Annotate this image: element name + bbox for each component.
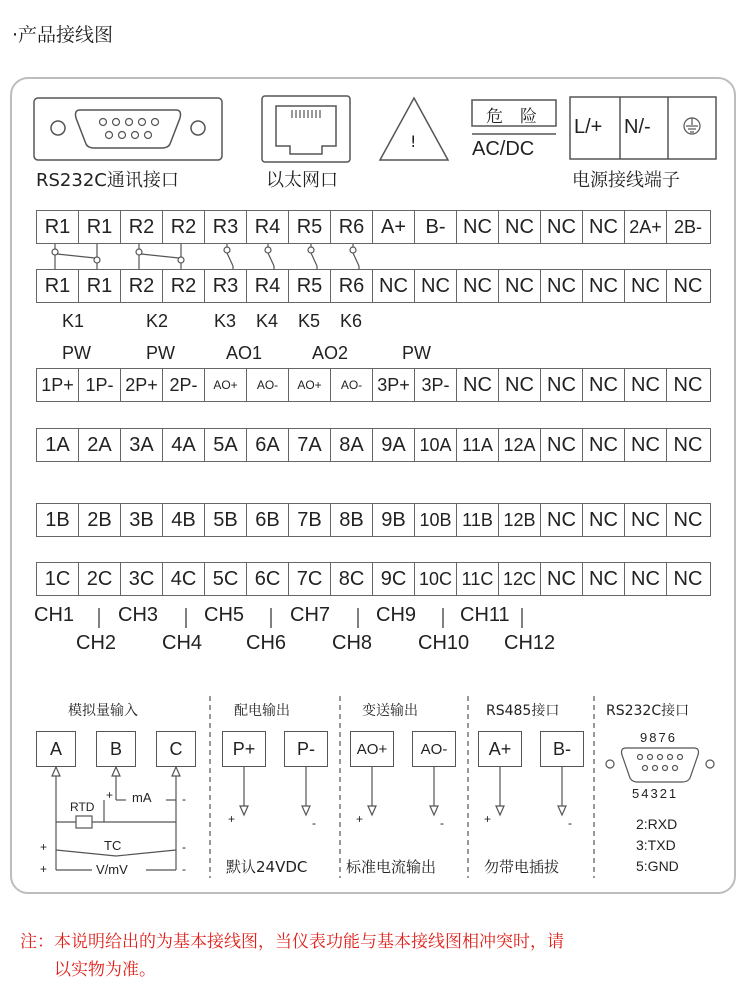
terminal-row4-12: NC	[541, 429, 583, 461]
terminal-row4-8: 9A	[373, 429, 415, 461]
terminal-row1-3: R2	[163, 211, 205, 243]
relay-label-k4: K4	[256, 311, 279, 331]
terminal-row5-13: NC	[583, 504, 625, 536]
rs485-minus-sign: -	[568, 816, 572, 830]
page-title: ·产品接线图	[12, 24, 114, 46]
terminal-row5-11: 12B	[499, 504, 541, 536]
terminal-row2-14: NC	[625, 270, 667, 302]
terminal-row5-7: 8B	[331, 504, 373, 536]
analog-terminal-b: B	[96, 731, 136, 767]
terminal-row6-10: 11C	[457, 563, 499, 595]
terminal-row3-6: AO+	[289, 369, 331, 401]
analog-minus-tc: -	[182, 840, 186, 854]
channel-ch10: CH10	[418, 632, 470, 654]
channel-ch8: CH8	[332, 632, 373, 654]
terminal-row4-10: 11A	[457, 429, 499, 461]
power-out-note: 默认24VDC	[226, 858, 308, 876]
power-out-p-minus: P-	[284, 731, 328, 767]
terminal-row5-6: 7B	[289, 504, 331, 536]
terminal-row3-11: NC	[499, 369, 541, 401]
terminal-row6-1: 2C	[79, 563, 121, 595]
power-out-title: 配电输出	[234, 703, 290, 719]
terminal-row1-2: R2	[121, 211, 163, 243]
terminal-row4-0: 1A	[37, 429, 79, 461]
rs485-plus-sign: +	[484, 812, 492, 826]
rs232-pins-top: 9876	[640, 730, 677, 745]
channel-ch3: CH3	[118, 604, 159, 626]
rs232-port-label: RS232C通讯接口	[36, 170, 179, 191]
terminal-row2-10: NC	[457, 270, 499, 302]
terminal-row3-9: 3P-	[415, 369, 457, 401]
terminal-row6-9: 10C	[415, 563, 457, 595]
terminal-row2-8: NC	[373, 270, 415, 302]
terminal-row2-1: R1	[79, 270, 121, 302]
terminal-row1-12: NC	[541, 211, 583, 243]
terminal-row1-5: R4	[247, 211, 289, 243]
terminal-row6-13: NC	[583, 563, 625, 595]
transmit-plus-sign: +	[356, 812, 364, 826]
terminal-row4-5: 6A	[247, 429, 289, 461]
rs485-note: 勿带电插拔	[484, 858, 560, 876]
terminal-row4-15: NC	[673, 433, 703, 456]
terminal-row1-9: B-	[415, 211, 457, 243]
warning-mark: !	[410, 132, 417, 151]
terminal-row3-0: 1P+	[37, 369, 79, 401]
power-out-plus-sign: +	[228, 812, 236, 826]
acdc-text: AC/DC	[472, 138, 535, 160]
db9-small-icon	[606, 748, 714, 782]
terminal-row4-14: NC	[625, 429, 667, 461]
terminal-row1-10: NC	[457, 211, 499, 243]
terminal-row5-12: NC	[541, 504, 583, 536]
terminal-row5-3: 4B	[163, 504, 205, 536]
rs232-pin-rxd: 2:RXD	[636, 816, 678, 832]
terminal-row2-9: NC	[415, 270, 457, 302]
analog-plus-v: +	[40, 862, 48, 876]
terminal-row6-7: 8C	[331, 563, 373, 595]
rs485-b-minus: B-	[540, 731, 584, 767]
analog-plus-tc: +	[40, 840, 48, 854]
terminal-row5-9: 10B	[415, 504, 457, 536]
terminal-row5-0: 1B	[37, 504, 79, 536]
terminal-row6-12: NC	[541, 563, 583, 595]
analog-terminal-c: C	[156, 731, 196, 767]
terminal-row2-3: R2	[163, 270, 205, 302]
terminal-row4-1: 2A	[79, 429, 121, 461]
terminal-row4-6: 7A	[289, 429, 331, 461]
terminal-row4-13: NC	[583, 429, 625, 461]
transmit-ao-plus: AO+	[350, 731, 394, 767]
terminal-row4-11: 12A	[499, 429, 541, 461]
terminal-row5-1: 2B	[79, 504, 121, 536]
relay-label-k1: K1	[62, 311, 85, 331]
terminal-row6-11: 12C	[499, 563, 541, 595]
channel-ch5: CH5	[204, 604, 245, 626]
relay-label-k2: K2	[146, 311, 169, 331]
terminal-row2-7: R6	[331, 270, 373, 302]
channel-ch7: CH7	[290, 604, 331, 626]
terminal-row1-1: R1	[79, 211, 121, 243]
terminal-row3-2: 2P+	[121, 369, 163, 401]
relay-label-k5: K5	[298, 311, 321, 331]
terminal-row5-10: 11B	[457, 504, 499, 536]
terminal-row3-7: AO-	[331, 369, 373, 401]
terminal-row4-3: 4A	[163, 429, 205, 461]
terminal-row1-15: 2B-	[673, 216, 702, 237]
group-label-pw-1: PW	[62, 343, 91, 363]
power-terminal-label: 电源接线端子	[572, 170, 680, 191]
terminal-row3-4: AO+	[205, 369, 247, 401]
analog-minus-v: -	[182, 862, 186, 876]
channel-ch4: CH4	[162, 632, 203, 654]
terminal-row6-6: 7C	[289, 563, 331, 595]
terminal-row1-7: R6	[331, 211, 373, 243]
group-label-pw-2: PW	[146, 343, 175, 363]
rs485-title: RS485接口	[486, 703, 560, 719]
terminal-row6-8: 9C	[373, 563, 415, 595]
terminal-row5-5: 6B	[247, 504, 289, 536]
terminal-row1-8: A+	[373, 211, 415, 243]
terminal-row3-14: NC	[625, 369, 667, 401]
terminal-row1-14: 2A+	[625, 211, 667, 243]
terminal-row1-11: NC	[499, 211, 541, 243]
terminal-row3-3: 2P-	[163, 369, 205, 401]
rtd-label: RTD	[70, 800, 95, 814]
vmv-label: V/mV	[96, 862, 128, 877]
rs232-pin-gnd: 5:GND	[636, 858, 679, 874]
group-label-ao1: AO1	[226, 343, 263, 363]
channel-ch9: CH9	[376, 604, 417, 626]
terminal-row5-8: 9B	[373, 504, 415, 536]
terminal-l-plus: L/+	[574, 116, 603, 138]
terminal-row6-14: NC	[625, 563, 667, 595]
terminal-row2-5: R4	[247, 270, 289, 302]
terminal-row5-15: NC	[673, 508, 703, 531]
terminal-row6-2: 3C	[121, 563, 163, 595]
terminal-row4-7: 8A	[331, 429, 373, 461]
relay-label-k3: K3	[214, 311, 237, 331]
wiring-note	[20, 928, 732, 984]
ma-label: mA	[132, 790, 152, 805]
rs232-title: RS232C接口	[606, 703, 690, 719]
terminal-row3-1: 1P-	[79, 369, 121, 401]
analog-plus-ma: +	[106, 788, 114, 802]
terminal-row1-13: NC	[583, 211, 625, 243]
group-label-pw-3: PW	[402, 343, 431, 363]
wiring-note-line-1: 注：本说明给出的为基本接线图，当仪表功能与基本接线图相冲突时，请	[20, 932, 564, 952]
terminal-row3-13: NC	[583, 369, 625, 401]
danger-text: 危 险	[486, 107, 537, 127]
terminal-row5-4: 5B	[205, 504, 247, 536]
transmit-note: 标准电流输出	[346, 858, 437, 876]
terminal-row1-4: R3	[205, 211, 247, 243]
channel-ch2: CH2	[76, 632, 117, 654]
power-out-p-plus: P+	[222, 731, 266, 767]
wiring-note-line-2: 以实物为准。	[54, 960, 156, 980]
terminal-row3-10: NC	[457, 369, 499, 401]
transmit-ao-minus: AO-	[412, 731, 456, 767]
terminal-row4-2: 3A	[121, 429, 163, 461]
terminal-row2-2: R2	[121, 270, 163, 302]
channel-ch11: CH11	[460, 604, 510, 626]
group-label-ao2: AO2	[312, 343, 349, 363]
analog-minus-ma: -	[182, 792, 186, 806]
terminal-row2-4: R3	[205, 270, 247, 302]
terminal-row3-5: AO-	[247, 369, 289, 401]
terminal-row1-6: R5	[289, 211, 331, 243]
terminal-row2-12: NC	[541, 270, 583, 302]
terminal-row1-0: R1	[37, 211, 79, 243]
ethernet-port-label: 以太网口	[266, 170, 338, 191]
channel-ch12: CH12	[504, 632, 556, 654]
terminal-row5-2: 3B	[121, 504, 163, 536]
terminal-row2-6: R5	[289, 270, 331, 302]
transmit-title: 变送输出	[362, 703, 418, 719]
terminal-row6-3: 4C	[163, 563, 205, 595]
terminal-row5-14: NC	[625, 504, 667, 536]
terminal-row2-15: NC	[673, 274, 703, 297]
channel-ch6: CH6	[246, 632, 287, 654]
terminal-row2-11: NC	[499, 270, 541, 302]
power-out-minus-sign: -	[312, 816, 316, 830]
relay-label-k6: K6	[340, 311, 363, 331]
rs232-pins-bottom: 54321	[632, 786, 679, 801]
terminal-row3-8: 3P+	[373, 369, 415, 401]
terminal-row2-13: NC	[583, 270, 625, 302]
terminal-row2-0: R1	[37, 270, 79, 302]
terminal-row4-9: 10A	[415, 429, 457, 461]
terminal-row6-0: 1C	[37, 563, 79, 595]
rs232-pin-txd: 3:TXD	[636, 837, 676, 853]
transmit-minus-sign: -	[440, 816, 444, 830]
analog-terminal-a: A	[36, 731, 76, 767]
analog-input-title: 模拟量输入	[68, 703, 138, 719]
tc-label: TC	[104, 838, 122, 853]
terminal-row6-4: 5C	[205, 563, 247, 595]
terminal-n-minus: N/-	[624, 116, 651, 138]
rs485-a-plus: A+	[478, 731, 522, 767]
terminal-row3-12: NC	[541, 369, 583, 401]
terminal-row3-15: NC	[673, 373, 703, 396]
terminal-row6-15: NC	[673, 567, 703, 590]
terminal-row6-5: 6C	[247, 563, 289, 595]
channel-ch1: CH1	[34, 604, 75, 626]
terminal-row4-4: 5A	[205, 429, 247, 461]
